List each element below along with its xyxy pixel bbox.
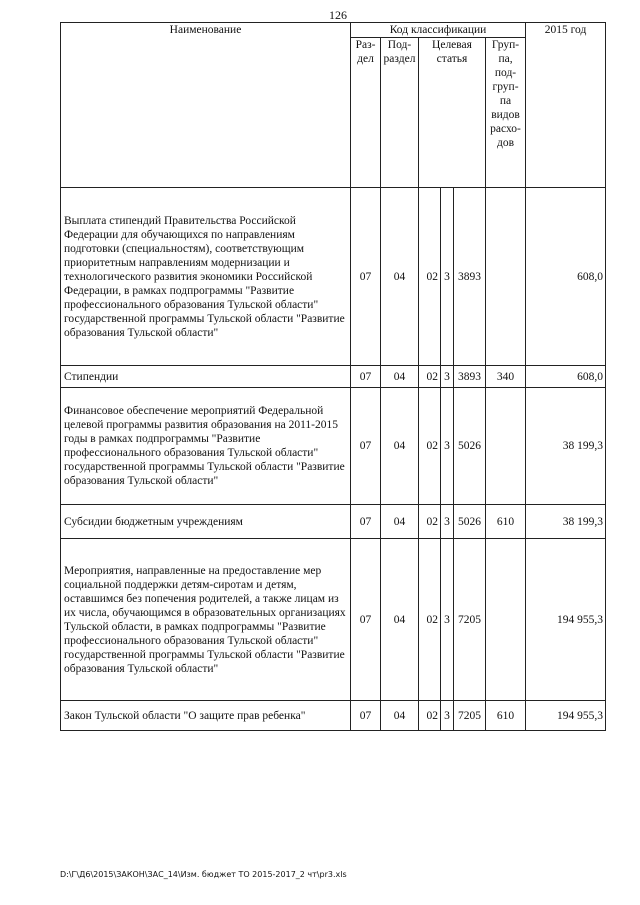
table-row: [61, 366, 606, 388]
row-cs2: 3: [441, 701, 454, 731]
row-group: [486, 388, 526, 505]
table-row: [61, 701, 606, 731]
row-razdel: 07: [351, 188, 381, 366]
row-podrazdel: 04: [381, 366, 419, 388]
row-cs3: 5026: [454, 505, 486, 539]
row-cs2: 3: [441, 366, 454, 388]
row-cs3: 3893: [454, 366, 486, 388]
row-podrazdel: 04: [381, 505, 419, 539]
row-group: 610: [486, 701, 526, 731]
row-name: Мероприятия, направленные на предоставление мер социальной поддержки детям-сиротам и детям, оставшимся без попечения родителей, а также лицам из их числа, обучающимся в образовательных организациях Тульской области, в рамках подпрограммы "Развитие профессионального образования Тульской области" государственной программы Тульской области "Развитие образования Тульской области": [61, 539, 351, 701]
header-target: Целевая статья: [419, 38, 486, 188]
table-row: [61, 539, 606, 701]
table-row: [61, 505, 606, 539]
row-cs1: 02: [419, 188, 441, 366]
row-cs2: 3: [441, 539, 454, 701]
row-cs1: 02: [419, 505, 441, 539]
row-podrazdel: 04: [381, 539, 419, 701]
row-group: [486, 539, 526, 701]
row-cs2: 3: [441, 388, 454, 505]
row-cs2: 3: [441, 505, 454, 539]
row-razdel: 07: [351, 366, 381, 388]
row-group: 610: [486, 505, 526, 539]
row-amount: 38 199,3: [526, 505, 606, 539]
table-row: [61, 388, 606, 505]
header-classification: Код классификации: [351, 23, 526, 38]
row-amount: 194 955,3: [526, 539, 606, 701]
header-name: Наименование: [61, 23, 351, 188]
header-podrazdel: Под- раздел: [381, 38, 419, 188]
header-group: Груп- па, под- груп- па видов расхо- дов: [486, 38, 526, 188]
row-razdel: 07: [351, 505, 381, 539]
row-name: Закон Тульской области "О защите прав ребенка": [61, 701, 351, 731]
row-podrazdel: 04: [381, 701, 419, 731]
row-cs1: 02: [419, 366, 441, 388]
table-row: [61, 188, 606, 366]
row-amount: 194 955,3: [526, 701, 606, 731]
row-cs2: 3: [441, 188, 454, 366]
row-name: Выплата стипендий Правительства Российской Федерации для обучающихся по направлениям подготовки (специальностям), соответствующим приоритетным направлениям модернизации и технологического развития экономики Российской Федерации, в рамках подпрограммы "Развитие профессионального образования Тульской области" государственной программы Тульской области "Развитие образования Тульской области": [61, 188, 351, 366]
page-number: 126: [329, 8, 347, 22]
row-cs3: 5026: [454, 388, 486, 505]
header-row-top: [61, 23, 606, 38]
row-cs1: 02: [419, 701, 441, 731]
row-group: [486, 188, 526, 366]
row-razdel: 07: [351, 701, 381, 731]
row-podrazdel: 04: [381, 388, 419, 505]
row-name: Стипендии: [61, 366, 351, 388]
row-name: Финансовое обеспечение мероприятий Федеральной целевой программы развития образования на 2011-2015 годы в рамках подпрограммы "Развитие профессионального образования Тульской области" государственной программы Тульской области "Развитие образования Тульской области": [61, 388, 351, 505]
footer-file-path: D:\Г\Д6\2015\ЗАКОН\ЗАС_14\Изм. бюджет ТО 2015-2017_2 чт\pr3.xls: [60, 870, 347, 879]
header-razdel: Раз- дел: [351, 38, 381, 188]
row-cs3: 3893: [454, 188, 486, 366]
row-podrazdel: 04: [381, 188, 419, 366]
row-name: Субсидии бюджетным учреждениям: [61, 505, 351, 539]
header-year: 2015 год: [526, 23, 606, 188]
row-cs1: 02: [419, 539, 441, 701]
row-razdel: 07: [351, 539, 381, 701]
row-group: 340: [486, 366, 526, 388]
budget-table: [60, 22, 606, 731]
row-cs3: 7205: [454, 701, 486, 731]
row-razdel: 07: [351, 388, 381, 505]
row-amount: 608,0: [526, 366, 606, 388]
row-amount: 608,0: [526, 188, 606, 366]
row-cs1: 02: [419, 388, 441, 505]
row-cs3: 7205: [454, 539, 486, 701]
row-amount: 38 199,3: [526, 388, 606, 505]
